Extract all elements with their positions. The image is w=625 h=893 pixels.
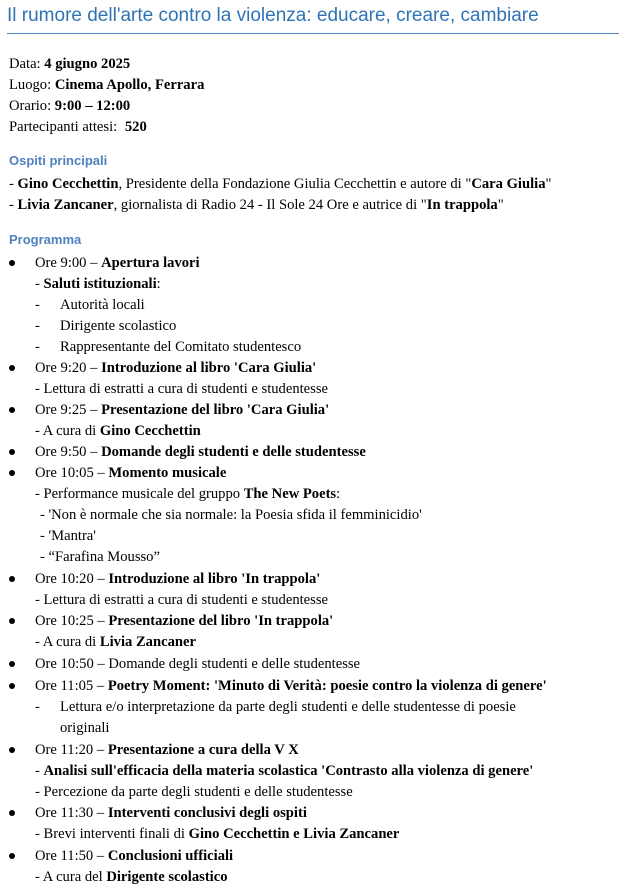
program-subitem: - Lettura di estratti a cura di studenti e studentesse [35, 592, 328, 608]
program-item-0920: Ore 9:20 – Introduzione al libro 'Cara Giulia' [35, 360, 317, 376]
program-item-0925: Ore 9:25 – Presentazione del libro 'Cara Giulia' [35, 402, 330, 418]
document-title: Il rumore dell'arte contro la violenza: educare, creare, cambiare [7, 5, 539, 26]
dash-marker: - [35, 339, 40, 355]
bullet-icon [9, 853, 17, 861]
bullet-icon [9, 576, 17, 584]
bullet-icon [9, 661, 17, 669]
program-subitem: - A cura del Dirigente scolastico [35, 869, 228, 885]
program-subitem: - Percezione da parte degli studenti e delle studentesse [35, 784, 353, 800]
dash-marker: - [35, 318, 40, 334]
program-subitem: - Brevi interventi finali di Gino Cecchettin e Livia Zancaner [35, 826, 400, 842]
dash-marker: - [35, 297, 40, 313]
program-subitem: - 'Non è normale che sia normale: la Poesia sfida il femminicidio' [40, 507, 422, 523]
program-item-1050: Ore 10:50 – Domande degli studenti e delle studentesse [35, 656, 361, 672]
dash-marker: - [35, 699, 40, 715]
program-item-0950: Ore 9:50 – Domande degli studenti e delle studentesse [35, 444, 366, 460]
program-subitem: originali [60, 720, 110, 736]
program-subitem: - A cura di Livia Zancaner [35, 634, 196, 650]
program-subitem: - Lettura di estratti a cura di studenti e studentesse [35, 381, 328, 397]
program-heading: Programma [9, 232, 82, 247]
program-subitem: Autorità locali [60, 297, 145, 313]
program-subitem: - Saluti istituzionali: [35, 276, 161, 292]
program-item-0900: Ore 9:00 – Apertura lavori [35, 255, 200, 271]
guests-heading: Ospiti principali [9, 153, 108, 168]
program-subitem: - A cura di Gino Cecchettin [35, 423, 201, 439]
program-item-1005: Ore 10:05 – Momento musicale [35, 465, 227, 481]
bullet-icon [9, 260, 17, 268]
bullet-icon [9, 810, 17, 818]
title-underline [7, 33, 619, 34]
bullet-icon [9, 365, 17, 373]
program-subitem: Rappresentante del Comitato studentesco [60, 339, 302, 355]
bullet-icon [9, 683, 17, 691]
program-item-1120: Ore 11:20 – Presentazione a cura della V X [35, 742, 299, 758]
program-item-1025: Ore 10:25 – Presentazione del libro 'In trappola' [35, 613, 334, 629]
program-subitem: Lettura e/o interpretazione da parte degli studenti e delle studentesse di poesie [60, 699, 516, 715]
info-time: Orario: 9:00 – 12:00 [9, 98, 131, 114]
info-venue: Luogo: Cinema Apollo, Ferrara [9, 77, 205, 93]
program-subitem: - 'Mantra' [40, 528, 96, 544]
bullet-icon [9, 618, 17, 626]
program-item-1105: Ore 11:05 – Poetry Moment: 'Minuto di Verità: poesie contro la violenza di genere' [35, 678, 547, 694]
program-subitem: - Performance musicale del gruppo The New Poets: [35, 486, 341, 502]
bullet-icon [9, 747, 17, 755]
bullet-icon [9, 407, 17, 415]
program-subitem: - “Farafina Mousso” [40, 549, 160, 565]
program-item-1020: Ore 10:20 – Introduzione al libro 'In trappola' [35, 571, 321, 587]
guest-item: - Livia Zancaner, giornalista di Radio 24 - Il Sole 24 Ore e autrice di "In trappola" [9, 197, 504, 213]
bullet-icon [9, 470, 17, 478]
program-subitem: Dirigente scolastico [60, 318, 177, 334]
info-date: Data: 4 giugno 2025 [9, 56, 131, 72]
program-item-1150: Ore 11:50 – Conclusioni ufficiali [35, 848, 234, 864]
program-subitem: - Analisi sull'efficacia della materia scolastica 'Contrasto alla violenza di genere' [35, 763, 534, 779]
bullet-icon [9, 449, 17, 457]
program-item-1130: Ore 11:30 – Interventi conclusivi degli ospiti [35, 805, 307, 821]
info-attendees: Partecipanti attesi: 520 [9, 119, 147, 135]
guest-item: - Gino Cecchettin, Presidente della Fondazione Giulia Cecchettin e autore di "Cara Giulia" [9, 176, 552, 192]
